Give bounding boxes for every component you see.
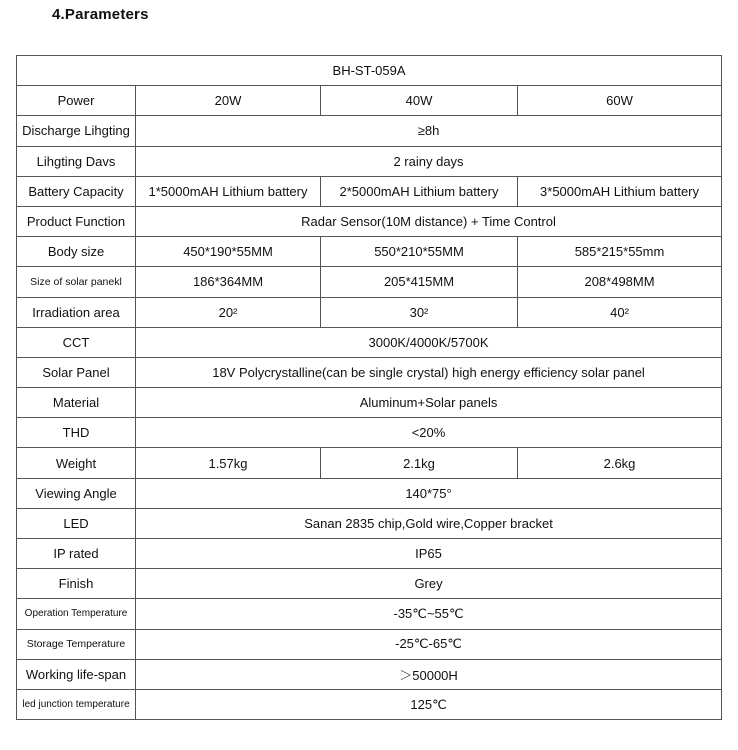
row-label: Battery Capacity xyxy=(17,176,136,206)
row-value: 1.57kg xyxy=(136,448,321,478)
table-row xyxy=(17,478,722,508)
row-value: 208*498MM xyxy=(518,267,722,297)
row-label: Discharge Lihgting xyxy=(17,116,136,146)
table-row xyxy=(17,116,722,146)
row-label: LED xyxy=(17,508,136,538)
table-row xyxy=(17,176,722,206)
row-label: CCT xyxy=(17,327,136,357)
table-row xyxy=(17,599,722,629)
row-value: 40² xyxy=(518,297,722,327)
row-label: Size of solar panekl xyxy=(17,267,136,297)
row-value: <20% xyxy=(136,418,722,448)
parameters-table xyxy=(16,55,722,720)
row-value: 585*215*55mm xyxy=(518,237,722,267)
row-label: led junction temperature xyxy=(17,689,136,719)
row-value: 205*415MM xyxy=(321,267,518,297)
row-value: 3*5000mAH Lithium battery xyxy=(518,176,722,206)
row-value: ≥8h xyxy=(136,116,722,146)
table-row xyxy=(17,629,722,659)
row-label: Power xyxy=(17,86,136,116)
row-value: 125℃ xyxy=(136,689,722,719)
row-value: 2.6kg xyxy=(518,448,722,478)
row-label: Irradiation area xyxy=(17,297,136,327)
table-row xyxy=(17,267,722,297)
table-row xyxy=(17,237,722,267)
row-value: 60W xyxy=(518,86,722,116)
row-value: 1*5000mAH Lithium battery xyxy=(136,176,321,206)
row-value: 30² xyxy=(321,297,518,327)
row-value: 20W xyxy=(136,86,321,116)
row-value: 2*5000mAH Lithium battery xyxy=(321,176,518,206)
row-label: Working life-span xyxy=(17,659,136,689)
row-label: Product Function xyxy=(17,206,136,236)
row-label: Lihgting Davs xyxy=(17,146,136,176)
row-label: Solar Panel xyxy=(17,357,136,387)
row-value: 18V Polycrystalline(can be single crystal) high energy efficiency solar panel xyxy=(136,357,722,387)
row-value: Radar Sensor(10M distance) + Time Control xyxy=(136,206,722,236)
table-row xyxy=(17,297,722,327)
table-row xyxy=(17,448,722,478)
row-value: 20² xyxy=(136,297,321,327)
table-row xyxy=(17,327,722,357)
table-row xyxy=(17,206,722,236)
row-value: ＞50000H xyxy=(136,659,722,689)
row-value: 186*364MM xyxy=(136,267,321,297)
row-value: 3000K/4000K/5700K xyxy=(136,327,722,357)
section-title: 4.Parameters xyxy=(52,6,149,23)
row-value: 140*75° xyxy=(136,478,722,508)
row-value: Grey xyxy=(136,569,722,599)
row-value: 550*210*55MM xyxy=(321,237,518,267)
table-row xyxy=(17,689,722,719)
row-value: -25℃-65℃ xyxy=(136,629,722,659)
row-value: 40W xyxy=(321,86,518,116)
table-row xyxy=(17,146,722,176)
table-header-row xyxy=(17,56,722,86)
row-value: IP65 xyxy=(136,539,722,569)
table-row xyxy=(17,86,722,116)
table-row xyxy=(17,508,722,538)
row-value: 2.1kg xyxy=(321,448,518,478)
row-value: Sanan 2835 chip,Gold wire,Copper bracket xyxy=(136,508,722,538)
row-value: 450*190*55MM xyxy=(136,237,321,267)
row-value: -35℃~55℃ xyxy=(136,599,722,629)
row-label: IP rated xyxy=(17,539,136,569)
table-row xyxy=(17,569,722,599)
row-value: 2 rainy days xyxy=(136,146,722,176)
model-name: BH-ST-059A xyxy=(17,56,722,86)
row-label: Finish xyxy=(17,569,136,599)
row-label: Body size xyxy=(17,237,136,267)
row-value: Aluminum+Solar panels xyxy=(136,388,722,418)
row-label: THD xyxy=(17,418,136,448)
row-label: Viewing Angle xyxy=(17,478,136,508)
row-label: Material xyxy=(17,388,136,418)
table-row xyxy=(17,357,722,387)
table-row xyxy=(17,539,722,569)
table-row xyxy=(17,418,722,448)
table-row xyxy=(17,388,722,418)
row-label: Storage Temperature xyxy=(17,629,136,659)
row-label: Weight xyxy=(17,448,136,478)
table-row xyxy=(17,659,722,689)
row-label: Operation Temperature xyxy=(17,599,136,629)
